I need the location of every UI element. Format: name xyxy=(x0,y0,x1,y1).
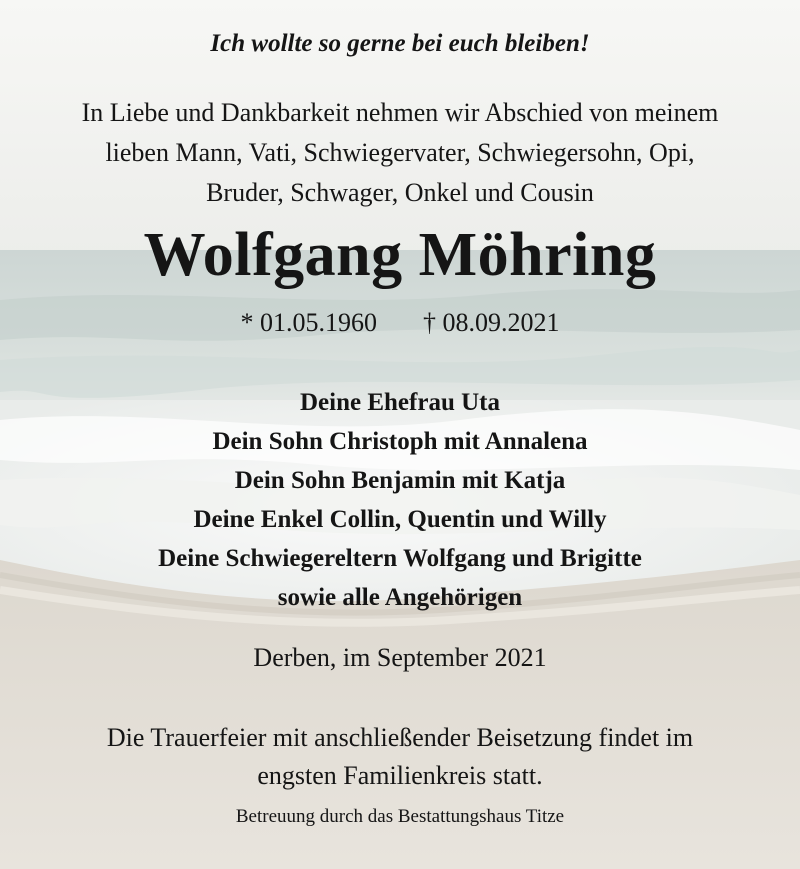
deceased-name: Wolfgang Möhring xyxy=(143,221,657,289)
mourner-line: sowie alle Angehörigen xyxy=(277,584,523,611)
mourner-line: Deine Schwiegereltern Wolfgang und Brigitte xyxy=(158,545,642,572)
place-and-date: Derben, im September 2021 xyxy=(253,643,547,672)
mourners-list xyxy=(0,383,800,617)
intro-line: lieben Mann, Vati, Schwiegervater, Schwiegersohn, Opi, xyxy=(105,138,695,167)
intro-text xyxy=(0,93,800,213)
ceremony-line: engsten Familienkreis statt. xyxy=(257,761,543,790)
ceremony-info xyxy=(0,719,800,795)
mourner-line: Deine Enkel Collin, Quentin und Willy xyxy=(193,506,607,533)
ceremony-line: Die Trauerfeier mit anschließender Beisetzung findet im xyxy=(106,723,694,752)
motto: Ich wollte so gerne bei euch bleiben! xyxy=(210,30,590,57)
mourner-line: Dein Sohn Christoph mit Annalena xyxy=(212,428,588,455)
mourner-line: Deine Ehefrau Uta xyxy=(300,389,500,416)
intro-line: Bruder, Schwager, Onkel und Cousin xyxy=(206,178,594,207)
mourner-line: Dein Sohn Benjamin mit Katja xyxy=(234,467,566,494)
death-date: † 08.09.2021 xyxy=(423,308,560,337)
undertaker-credit: Betreuung durch das Bestattungshaus Titze xyxy=(235,806,565,827)
intro-line: In Liebe und Dankbarkeit nehmen wir Abschied von meinem xyxy=(81,98,719,127)
life-dates xyxy=(0,308,800,338)
birth-date: * 01.05.1960 xyxy=(240,308,377,337)
